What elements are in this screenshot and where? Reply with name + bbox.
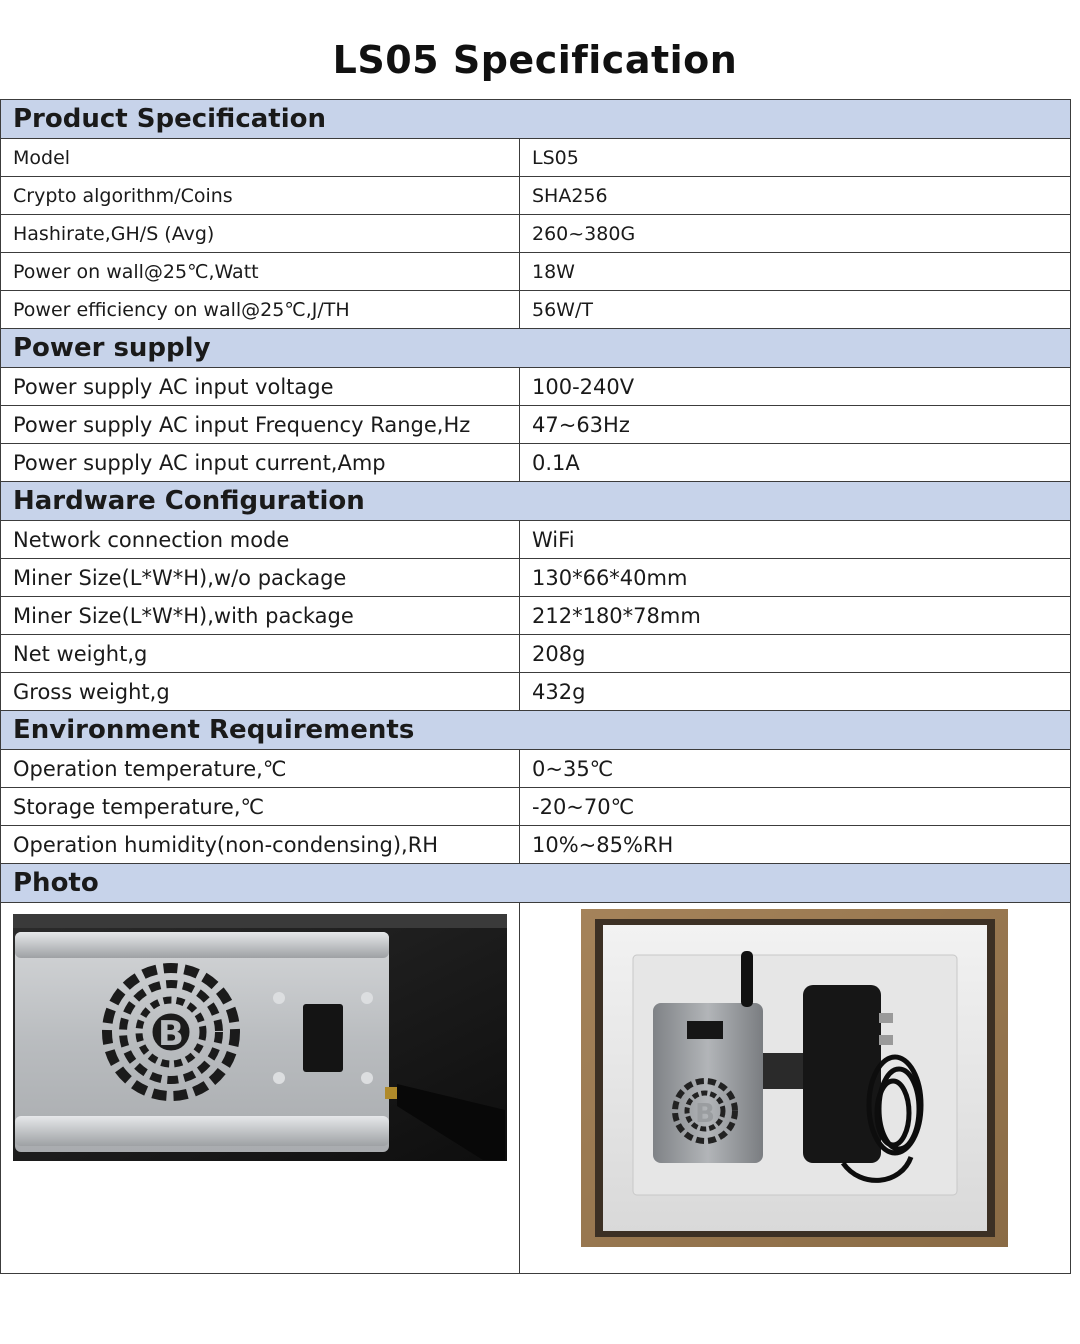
spec-value: 47~63Hz xyxy=(520,406,1071,444)
specification-table xyxy=(0,99,1071,1274)
photo-cell-right xyxy=(520,903,1071,1274)
spec-value: 260~380G xyxy=(520,215,1071,253)
table-row xyxy=(1,788,1071,826)
spec-label: Gross weight,g xyxy=(1,673,520,711)
spec-value: 130*66*40mm xyxy=(520,559,1071,597)
table-row xyxy=(1,215,1071,253)
section-title: Hardware Configuration xyxy=(1,482,1071,521)
section-title: Power supply xyxy=(1,329,1071,368)
section-title: Environment Requirements xyxy=(1,711,1071,750)
spec-value: SHA256 xyxy=(520,177,1071,215)
spec-value: 10%~85%RH xyxy=(520,826,1071,864)
spec-value: -20~70℃ xyxy=(520,788,1071,826)
spec-label: Hashirate,GH/S (Avg) xyxy=(1,215,520,253)
spec-label: Power on wall@25℃,Watt xyxy=(1,253,520,291)
spec-label: Crypto algorithm/Coins xyxy=(1,177,520,215)
spec-value: 0.1A xyxy=(520,444,1071,482)
spec-label: Miner Size(L*W*H),w/o package xyxy=(1,559,520,597)
spec-label: Storage temperature,℃ xyxy=(1,788,520,826)
table-row xyxy=(1,559,1071,597)
photo-row xyxy=(1,903,1071,1274)
spec-value: 212*180*78mm xyxy=(520,597,1071,635)
table-row xyxy=(1,291,1071,329)
section-header-product xyxy=(1,100,1071,139)
spec-label: Miner Size(L*W*H),with package xyxy=(1,597,520,635)
photo-cell-left xyxy=(1,903,520,1274)
spec-value: 0~35℃ xyxy=(520,750,1071,788)
spec-label: Power supply AC input Frequency Range,Hz xyxy=(1,406,520,444)
table-row xyxy=(1,750,1071,788)
spec-label: Net weight,g xyxy=(1,635,520,673)
svg-text:B: B xyxy=(695,1099,715,1129)
table-row xyxy=(1,444,1071,482)
section-header-hardware xyxy=(1,482,1071,521)
section-header-power xyxy=(1,329,1071,368)
spec-label: Power supply AC input current,Amp xyxy=(1,444,520,482)
section-header-photo xyxy=(1,864,1071,903)
packaged-miner-photo xyxy=(581,909,1008,1247)
table-row xyxy=(1,826,1071,864)
page-title: LS05 Specification xyxy=(332,38,738,82)
table-row xyxy=(1,597,1071,635)
miner-unit-photo xyxy=(13,914,507,1161)
spec-label: Power efficiency on wall@25℃,J/TH xyxy=(1,291,520,329)
spec-value: 56W/T xyxy=(520,291,1071,329)
spec-label: Power supply AC input voltage xyxy=(1,368,520,406)
spec-label: Operation temperature,℃ xyxy=(1,750,520,788)
spec-value: WiFi xyxy=(520,521,1071,559)
section-title: Photo xyxy=(1,864,1071,903)
spec-label: Model xyxy=(1,139,520,177)
table-row xyxy=(1,406,1071,444)
table-row xyxy=(1,521,1071,559)
spec-value: 18W xyxy=(520,253,1071,291)
spec-value: 208g xyxy=(520,635,1071,673)
table-row xyxy=(1,635,1071,673)
spec-label: Network connection mode xyxy=(1,521,520,559)
table-row xyxy=(1,368,1071,406)
spec-value: 100-240V xyxy=(520,368,1071,406)
section-title: Product Specification xyxy=(1,100,1071,139)
table-row xyxy=(1,139,1071,177)
spec-value: 432g xyxy=(520,673,1071,711)
table-row xyxy=(1,177,1071,215)
spec-label: Operation humidity(non-condensing),RH xyxy=(1,826,520,864)
spec-value: LS05 xyxy=(520,139,1071,177)
table-row xyxy=(1,253,1071,291)
table-row xyxy=(1,673,1071,711)
section-header-environment xyxy=(1,711,1071,750)
svg-text:B: B xyxy=(158,1014,184,1054)
